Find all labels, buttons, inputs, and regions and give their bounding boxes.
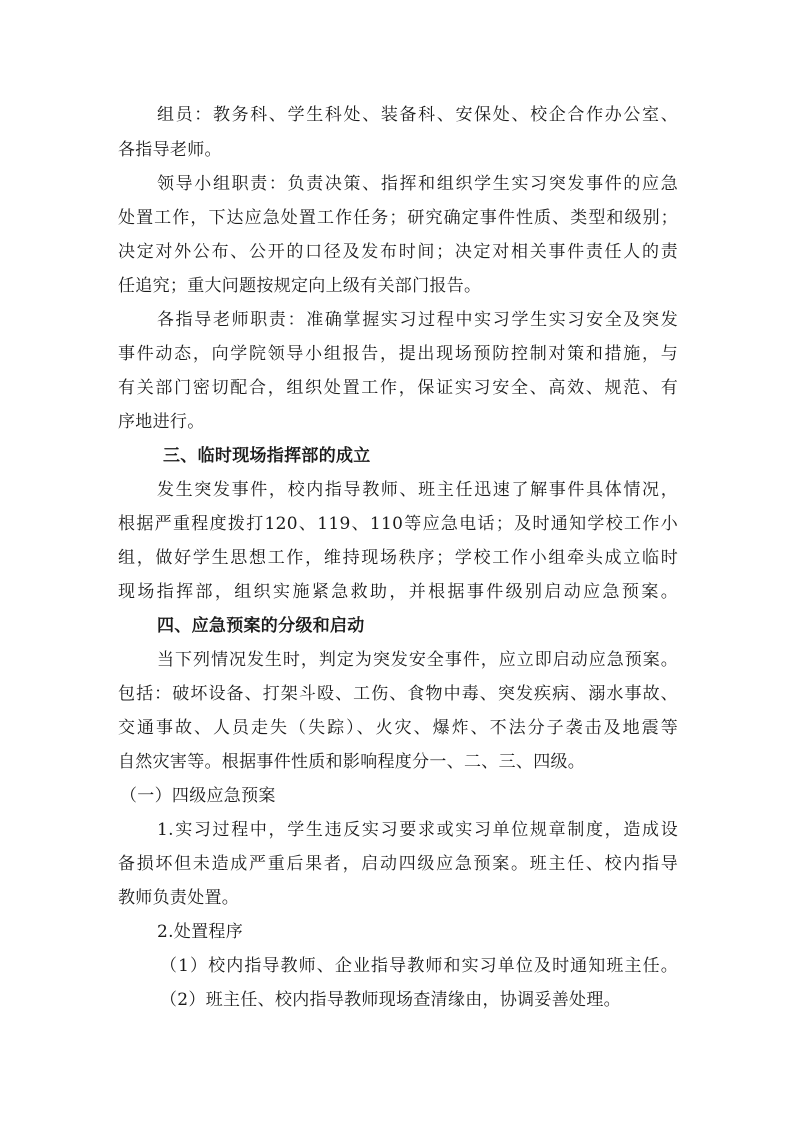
section-heading: 三、临时现场指挥部的成立 — [163, 446, 371, 466]
text-line: 根据严重程度拨打120、119、110等应急电话；及时通知学校工作小 — [118, 514, 678, 534]
text-line: 当下列情况发生时，判定为突发安全事件，应立即启动应急预案。 — [157, 650, 678, 670]
text-line: （1）校内指导教师、企业指导教师和实习单位及时通知班主任。 — [160, 956, 678, 976]
text-line: 各指导老师职责：准确掌握实习过程中实习学生实习安全及突发 — [157, 310, 678, 330]
text-line: 序地进行。 — [118, 412, 205, 432]
text-line: 任追究；重大问题按规定向上级有关部门报告。 — [118, 276, 482, 296]
text-line: 备损坏但未造成严重后果者，启动四级应急预案。班主任、校内指导 — [118, 854, 678, 874]
text-line: 教师负责处置。 — [118, 888, 240, 908]
text-line: 发生突发事件，校内指导教师、班主任迅速了解事件具体情况， — [157, 480, 678, 500]
text-line: 领导小组职责：负责决策、指挥和组织学生实习突发事件的应急 — [157, 174, 678, 194]
text-line: 各指导老师。 — [118, 140, 222, 160]
text-line: 1.实习过程中，学生违反实习要求或实习单位规章制度，造成设 — [157, 820, 678, 840]
text-line: 处置工作，下达应急处置工作任务；研究确定事件性质、类型和级别； — [118, 208, 678, 228]
text-line: （2）班主任、校内指导教师现场查清缘由，协调妥善处理。 — [160, 990, 621, 1010]
text-line: 2.处置程序 — [157, 922, 244, 942]
text-line: 交通事故、人员走失（失踪）、火灾、爆炸、不法分子袭击及地震等 — [118, 718, 678, 738]
text-line: 事件动态，向学院领导小组报告，提出现场预防控制对策和措施，与 — [118, 344, 678, 364]
text-line: 自然灾害等。根据事件性质和影响程度分一、二、三、四级。 — [118, 752, 586, 772]
text-line: 包括：破坏设备、打架斗殴、工伤、食物中毒、突发疾病、溺水事故、 — [118, 684, 678, 704]
text-line: 组，做好学生思想工作，维持现场秩序；学校工作小组牵头成立临时 — [118, 548, 678, 568]
text-line: 决定对外公布、公开的口径及发布时间；决定对相关事件责任人的责 — [118, 242, 678, 262]
text-line: 组员：教务科、学生科处、装备科、安保处、校企合作办公室、 — [157, 105, 678, 125]
subsection-heading: （一）四级应急预案 — [120, 786, 276, 806]
text-line: 有关部门密切配合，组织处置工作，保证实习安全、高效、规范、有 — [118, 378, 678, 398]
section-heading: 四、应急预案的分级和启动 — [157, 616, 365, 636]
text-line: 现场指挥部，组织实施紧急救助，并根据事件级别启动应急预案。 — [118, 582, 678, 602]
